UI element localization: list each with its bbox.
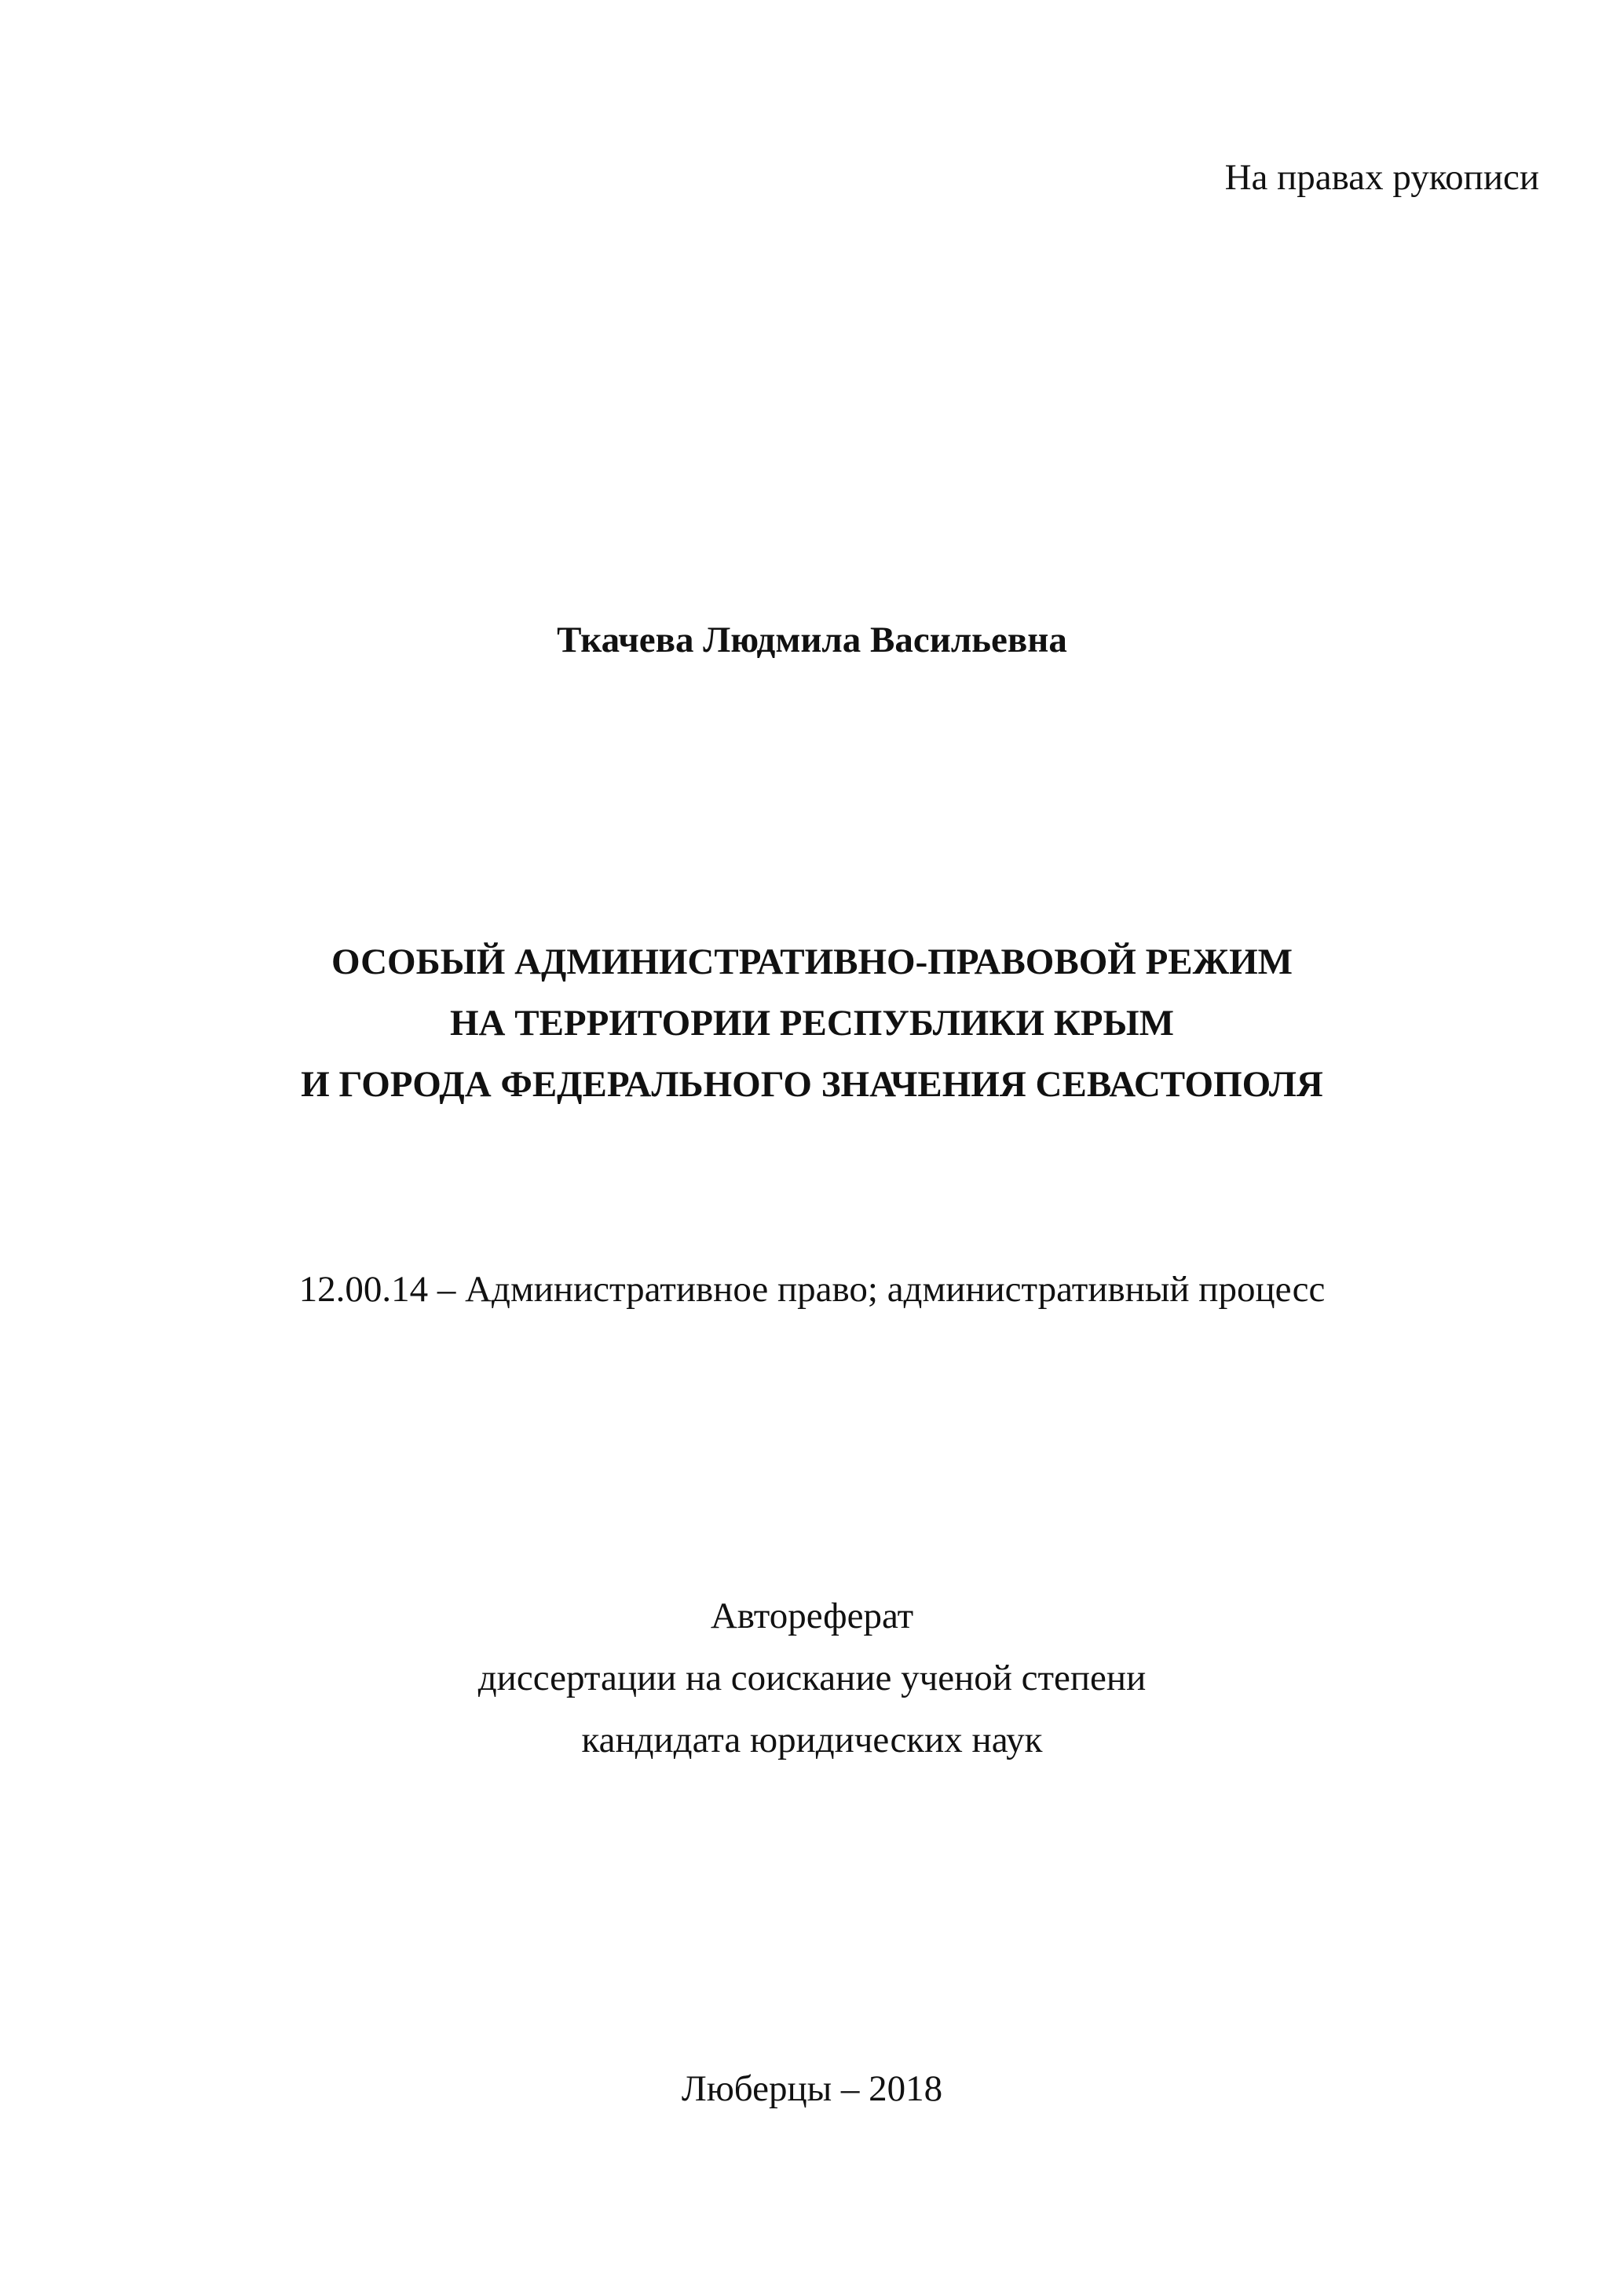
author-name: Ткачева Людмила Васильевна [557, 620, 1067, 660]
title-line-1: ОСОБЫЙ АДМИНИСТРАТИВНО-ПРАВОВОЙ РЕЖИМ [331, 941, 1293, 982]
place-year: Люберцы – 2018 [681, 2068, 943, 2109]
document-type-line-3: кандидата юридических наук [581, 1720, 1043, 1760]
document-type-line-1: Автореферат [710, 1596, 914, 1636]
specialty-code: 12.00.14 – Административное право; административный процесс [298, 1269, 1326, 1310]
title-line-3: И ГОРОДА ФЕДЕРАЛЬНОГО ЗНАЧЕНИЯ СЕВАСТОПОЛЯ [301, 1064, 1323, 1105]
rights-note: На правах рукописи [1224, 157, 1539, 198]
title-line-2: НА ТЕРРИТОРИИ РЕСПУБЛИКИ КРЫМ [449, 1003, 1174, 1044]
document-type-line-2: диссертации на соискание ученой степени [477, 1658, 1147, 1698]
